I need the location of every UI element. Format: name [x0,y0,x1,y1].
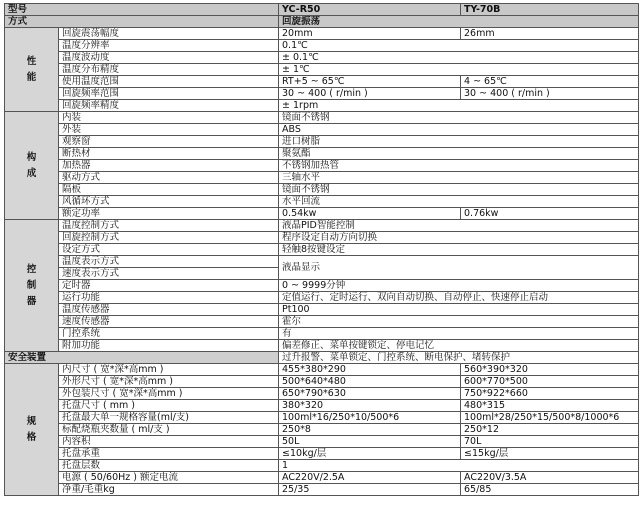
spec-label: 电源 ( 50/60Hz ) 额定电流 [59,472,279,484]
spec-label: 回旋控制方式 [59,232,279,244]
spec-row [5,292,639,304]
spec-value-a: 100ml*16/250*10/500*6 [279,412,461,424]
header-row [5,4,639,16]
spec-value: 液晶PID智能控制 [279,220,639,232]
group-title-char: 制 [26,279,37,291]
spec-value-b: 250*12 [461,424,639,436]
spec-value-a: 500*640*480 [279,376,461,388]
spec-value: ± 1rpm [279,100,639,112]
spec-row [5,88,639,100]
spec-label: 净重/毛重kg [59,484,279,496]
spec-row [5,124,639,136]
group-title-char: 成 [26,167,37,179]
spec-label: 门控系统 [59,328,279,340]
spec-value-a: 0.54kw [279,208,461,220]
spec-value: 三轴水平 [279,172,639,184]
spec-row [5,148,639,160]
spec-row [5,448,639,460]
spec-label: 内尺寸 ( 宽*深*高mm ) [59,364,279,376]
spec-value: 水平回流 [279,196,639,208]
spec-row [5,424,639,436]
spec-label: 托盘层数 [59,460,279,472]
spec-row [5,304,639,316]
spec-value-a: 650*790*630 [279,388,461,400]
spec-label: 温度分辨率 [59,40,279,52]
spec-row [5,52,639,64]
spec-table [4,3,639,496]
spec-label: 断热材 [59,148,279,160]
spec-label: 定时器 [59,280,279,292]
spec-label: 回旋震荡幅度 [59,28,279,40]
spec-value-a: RT+5 ~ 65℃ [279,76,461,88]
spec-label: 速度传感器 [59,316,279,328]
spec-label: 温度控制方式 [59,220,279,232]
spec-label: 温度波动度 [59,52,279,64]
spec-value-b: 0.76kw [461,208,639,220]
spec-label: 温度分布精度 [59,64,279,76]
method-value: 回旋振荡 [279,16,639,28]
spec-value-a: 455*380*290 [279,364,461,376]
spec-label: 回旋频率范围 [59,88,279,100]
spec-value-b: ≤15kg/层 [461,448,639,460]
spec-value: ± 1℃ [279,64,639,76]
spec-value: 1 [279,460,639,472]
spec-label: 设定方式 [59,244,279,256]
spec-value-a: 380*320 [279,400,461,412]
spec-row [5,76,639,88]
spec-row [5,172,639,184]
spec-value-b: 560*390*320 [461,364,639,376]
spec-value: 偏差修正、菜单按键锁定、停电记忆 [279,340,639,352]
spec-label: 托盘最大单一规格容量(ml/支) [59,412,279,424]
spec-label: 速度表示方式 [59,268,279,280]
spec-row [5,412,639,424]
spec-row [5,280,639,292]
spec-value-a: 20mm [279,28,461,40]
spec-value: 液晶显示 [279,256,639,280]
spec-label: 内容积 [59,436,279,448]
performance-group-title [5,28,59,112]
spec-label: 温度传感器 [59,304,279,316]
spec-row [5,244,639,256]
spec-row [5,100,639,112]
header-model-b: TY-70B [461,4,639,16]
spec-label: 额定功率 [59,208,279,220]
spec-row [5,340,639,352]
spec-row [5,460,639,472]
spec-value-b: 480*315 [461,400,639,412]
group-title-char: 能 [26,71,37,83]
spec-label: 标配烧瓶夹数量 ( ml/支 ) [59,424,279,436]
spec-label: 附加功能 [59,340,279,352]
spec-row [5,472,639,484]
spec-row [5,484,639,496]
spec-row [5,388,639,400]
spec-row [5,220,639,232]
group-title-char: 格 [26,431,37,443]
spec-row [5,196,639,208]
spec-row [5,136,639,148]
spec-row [5,40,639,52]
spec-value-b: 70L [461,436,639,448]
spec-value: 程序设定自动方向切换 [279,232,639,244]
spec-label: 使用温度范围 [59,76,279,88]
spec-value: 霍尔 [279,316,639,328]
group-title-char: 控 [26,263,37,275]
spec-value: 不锈钢加热管 [279,160,639,172]
spec-value: 镜面不锈钢 [279,112,639,124]
spec-label: 托盘承重 [59,448,279,460]
method-label: 方式 [5,16,279,28]
spec-value-b: 65/85 [461,484,639,496]
spec-label: 观察窗 [59,136,279,148]
spec-row [5,208,639,220]
spec-row [5,28,639,40]
spec-label: 外装 [59,124,279,136]
spec-value: ± 0.1℃ [279,52,639,64]
spec-label: 运行功能 [59,292,279,304]
spec-label: 隔板 [59,184,279,196]
spec-value: 0.1℃ [279,40,639,52]
spec-value-a: 30 ~ 400 ( r/min ) [279,88,461,100]
spec-value: ABS [279,124,639,136]
spec-value: 定值运行、定时运行、双向自动切换、自动停止、快速停止启动 [279,292,639,304]
group-title-char: 规 [26,415,37,427]
spec-value: 轻触8按键设定 [279,244,639,256]
spec-value-b: 750*922*660 [461,388,639,400]
group-title-char: 构 [26,151,37,163]
spec-value-b: 4 ~ 65℃ [461,76,639,88]
spec-label: 加热器 [59,160,279,172]
spec-value: 0 ~ 9999分钟 [279,280,639,292]
spec-label: 外形尺寸 ( 宽*深*高mm ) [59,376,279,388]
spec-value-b: 600*770*500 [461,376,639,388]
spec-value-b: 100ml*28/250*15/500*8/1000*6 [461,412,639,424]
spec-value: Pt100 [279,304,639,316]
spec-row [5,376,639,388]
spec-value-b: 30 ~ 400 ( r/min ) [461,88,639,100]
spec-row [5,232,639,244]
spec-value-a: 250*8 [279,424,461,436]
spec-row [5,256,639,268]
safety-value: 过升报警、菜单锁定、门控系统、断电保护、堵转保护 [279,352,639,364]
spec-value: 有 [279,328,639,340]
spec-value: 镜面不锈钢 [279,184,639,196]
method-row [5,16,639,28]
spec-label: 温度表示方式 [59,256,279,268]
spec-label: 驱动方式 [59,172,279,184]
spec-value-a: 50L [279,436,461,448]
spec-value-a: ≤10kg/层 [279,448,461,460]
spec-value-a: AC220V/2.5A [279,472,461,484]
group-title-char: 器 [26,295,37,307]
spec-label: 风循环方式 [59,196,279,208]
spec-value-b: AC220V/3.5A [461,472,639,484]
spec-table-body [5,4,639,496]
construction-group-title [5,112,59,220]
spec-value: 聚氨酯 [279,148,639,160]
spec-row [5,184,639,196]
spec-row [5,316,639,328]
spec-value: 进口树脂 [279,136,639,148]
spec-row [5,160,639,172]
header-model-label: 型号 [5,4,279,16]
spec-row [5,112,639,124]
spec-sheet [4,3,638,496]
group-title-char: 性 [26,55,37,67]
spec-row [5,364,639,376]
spec-value-a: 25/35 [279,484,461,496]
spec-label: 回旋频率精度 [59,100,279,112]
safety-label: 安全装置 [5,352,279,364]
specification-group-title [5,364,59,496]
spec-label: 外包装尺寸 ( 宽*深*高mm ) [59,388,279,400]
spec-label: 内装 [59,112,279,124]
spec-row [5,64,639,76]
spec-value-b: 26mm [461,28,639,40]
controller-group-title [5,220,59,352]
header-model-a: YC-R50 [279,4,461,16]
safety-row [5,352,639,364]
spec-row [5,328,639,340]
spec-label: 托盘尺寸 ( mm ) [59,400,279,412]
spec-row [5,400,639,412]
spec-row [5,436,639,448]
